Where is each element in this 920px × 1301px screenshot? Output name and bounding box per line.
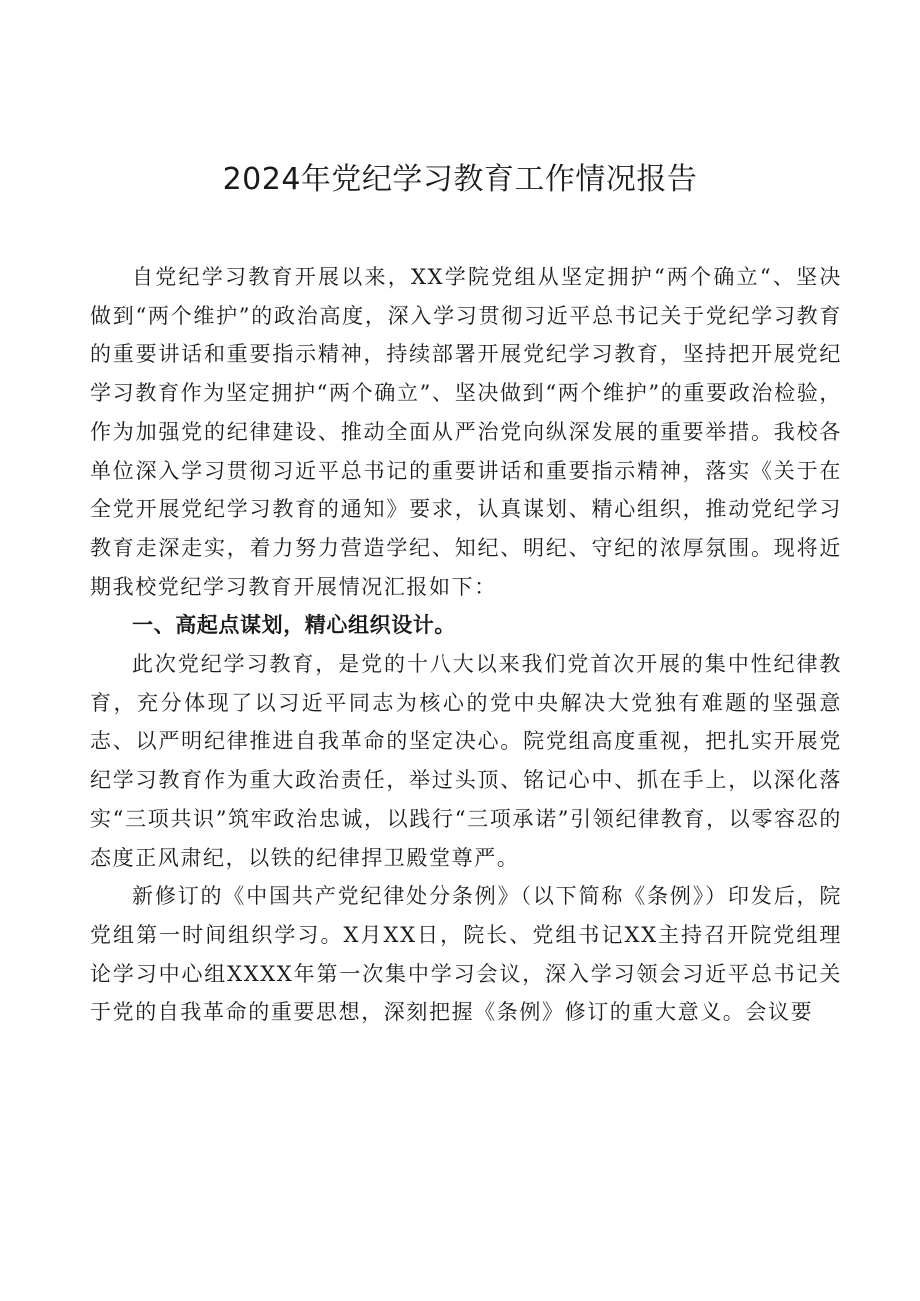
section-heading-1: 一、高起点谋划，精心组织设计。	[132, 613, 456, 638]
paragraph-intro: 自党纪学习教育开展以来，XX学院党组从坚定拥护“两个确立“、坚决做到“两个维护”的政治高度，深入学习贯彻习近平总书记关于党纪学习教育的重要讲话和重要指示精神，持续部署开展党纪学习教育，坚持把开展党纪学习教育作为坚定拥护“两个确立”、坚决做到“两个维护”的重要政治检验，作为加强党的纪律建设、推动全面从严治党向纵深发展的重要举措。我校各单位深入学习贯彻习近平总书记的重要讲话和重要指示精神，落实《关于在全党开展党纪学习教育的通知》要求，认真谋划、精心组织，推动党纪学习教育走深走实，着力努力营造学纪、知纪、明纪、守纪的浓厚氛围。现将近期我校党纪学习教育开展情况汇报如下：	[90, 265, 842, 599]
document-body	[90, 258, 842, 1032]
paragraph-section-1: 此次党纪学习教育，是党的十八大以来我们党首次开展的集中性纪律教育，充分体现了以习近平同志为核心的党中央解决大党独有难题的坚强意志、以严明纪律推进自我革命的坚定决心。院党组高度重视，把扎实开展党纪学习教育作为重大政治责任，举过头顶、铭记心中、抓在手上，以深化落实“三项共识”筑牢政治忠诚，以践行“三项承诺”引领纪律教育，以零容忍的态度正风肃纪，以铁的纪律捍卫殿堂尊严。	[90, 652, 842, 870]
document-title: 2024年党纪学习教育工作情况报告	[222, 162, 698, 197]
paragraph-regulations: 新修订的《中国共产党纪律处分条例》（以下简称《条例》）印发后，院党组第一时间组织学习。X月XX日，院长、党组书记XX主持召开院党组理论学习中心组XXXX年第一次集中学习会议，深入学习领会习近平总书记关于党的自我革命的重要思想，深刻把握《条例》修订的重大意义。会议要	[90, 884, 842, 1025]
